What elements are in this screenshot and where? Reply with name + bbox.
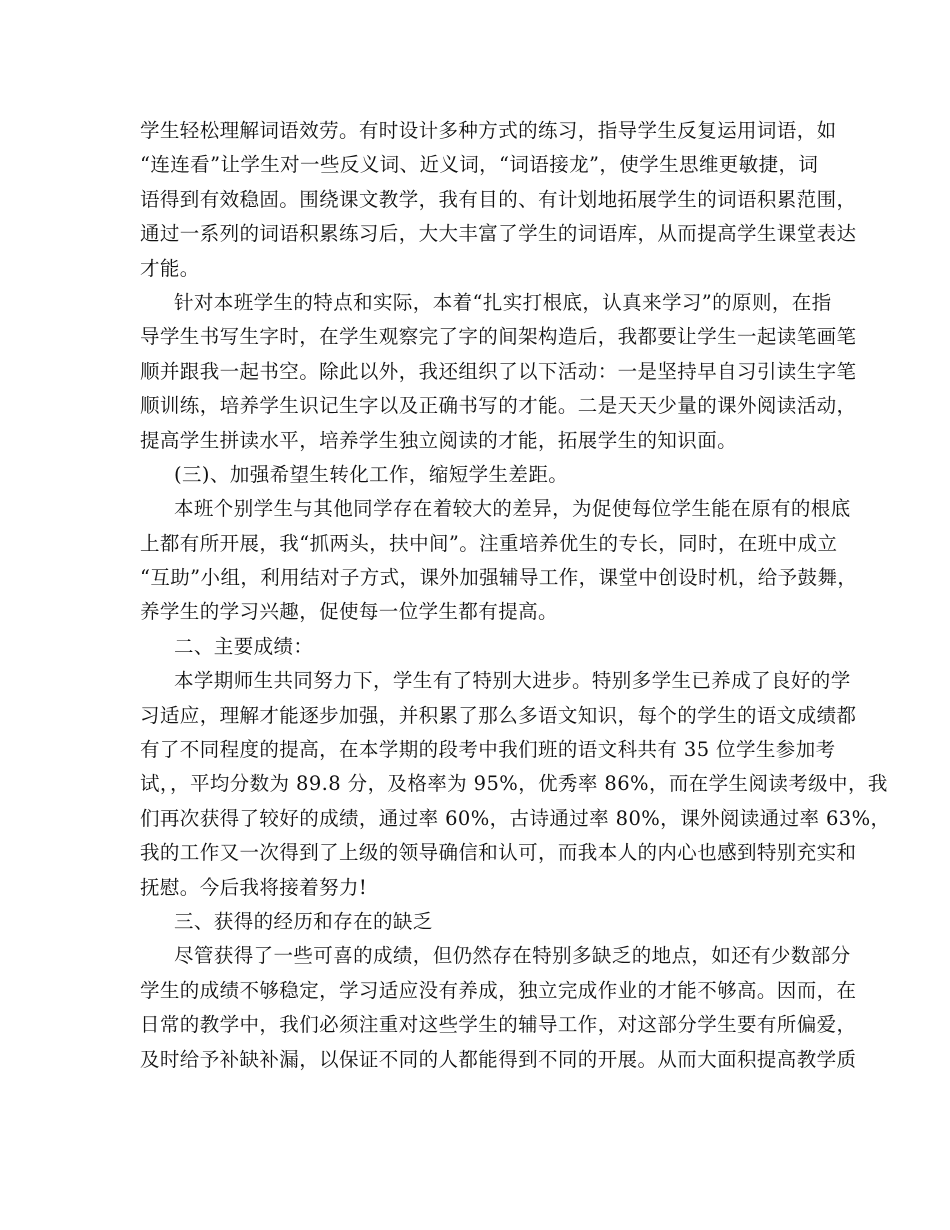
text-line: 有了不同程度的提高，在本学期的段考中我们班的语文科共有 35 位学生参加考 xyxy=(140,738,836,762)
text-line: 本班个别学生与其他同学存在着较大的差异，为促使每位学生能在原有的根底 xyxy=(174,497,851,521)
text-line: 通过一系列的词语积累练习后，大大丰富了学生的词语库，从而提高学生课堂表达 xyxy=(140,222,857,246)
text-line: (三)、加强希望生转化工作，缩短学生差距。 xyxy=(174,462,569,486)
text-line: 及时给予补缺补漏，以保证不同的人都能得到不同的开展。从而大面积提高教学质 xyxy=(140,1047,857,1071)
text-line: 习适应，理解才能逐步加强，并积累了那么多语文知识，每个的学生的语文成绩都 xyxy=(140,703,857,727)
text-line: “互助”小组，利用结对子方式，课外加强辅导工作，课堂中创设时机，给予鼓舞， xyxy=(140,566,858,590)
text-line: 二、主要成绩： xyxy=(174,634,314,658)
text-line: 学生轻松理解词语效劳。有时设计多种方式的练习，指导学生反复运用词语，如 xyxy=(140,119,837,142)
text-line: 提高学生拼读水平，培养学生独立阅读的才能，拓展学生的知识面。 xyxy=(140,428,738,452)
text-line: 上都有所开展，我“抓两头，扶中间”。注重培养优生的专长，同时，在班中成立 xyxy=(140,531,838,555)
text-line: 抚慰。今后我将接着努力! xyxy=(140,875,368,899)
text-line: 语得到有效稳固。围绕课文教学，我有目的、有计划地拓展学生的词语积累范围， xyxy=(140,187,857,211)
text-line: 顺训练，培养学生识记生字以及正确书写的才能。二是天天少量的课外阅读活动， xyxy=(140,394,857,418)
text-line: 养学生的学习兴趣，促使每一位学生都有提高。 xyxy=(140,600,558,624)
text-line: 才能。 xyxy=(140,256,200,280)
text-line: 本学期师生共同努力下，学生有了特别大进步。特别多学生已养成了良好的学 xyxy=(174,669,851,693)
text-line: 三、获得的经历和存在的缺乏 xyxy=(174,909,433,933)
text-line: 顺并跟我一起书空。除此以外，我还组织了以下活动：一是坚持早自习引读生字笔 xyxy=(140,359,857,383)
text-line: 学生的成绩不够稳定，学习适应没有养成，独立完成作业的才能不够高。因而，在 xyxy=(140,978,857,1002)
text-line: 我的工作又一次得到了上级的领导确信和认可，而我本人的内心也感到特别充实和 xyxy=(140,841,857,865)
text-line: “连连看”让学生对一些反义词、近义词，“词语接龙”，使学生思维更敏捷，词 xyxy=(140,153,819,177)
text-line: 试，，平均分数为 89.8 分，及格率为 95%，优秀率 86%，而在学生阅读考级中，我 xyxy=(140,772,888,796)
text-line: 针对本班学生的特点和实际，本着“扎实打根底，认真来学习”的原则，在指 xyxy=(174,290,832,314)
document-body xyxy=(140,114,891,1077)
text-line: 尽管获得了一些可喜的成绩，但仍然存在特别多缺乏的地点，如还有少数部分 xyxy=(174,944,851,968)
text-line: 日常的教学中，我们必须注重对这些学生的辅导工作，对这部分学生要有所偏爱， xyxy=(140,1013,857,1037)
text-line: 导学生书写生字时，在学生观察完了字的间架构造后，我都要让学生一起读笔画笔 xyxy=(140,325,857,349)
text-line: 们再次获得了较好的成绩，通过率 60%，古诗通过率 80%，课外阅读通过率 63%， xyxy=(140,806,891,830)
